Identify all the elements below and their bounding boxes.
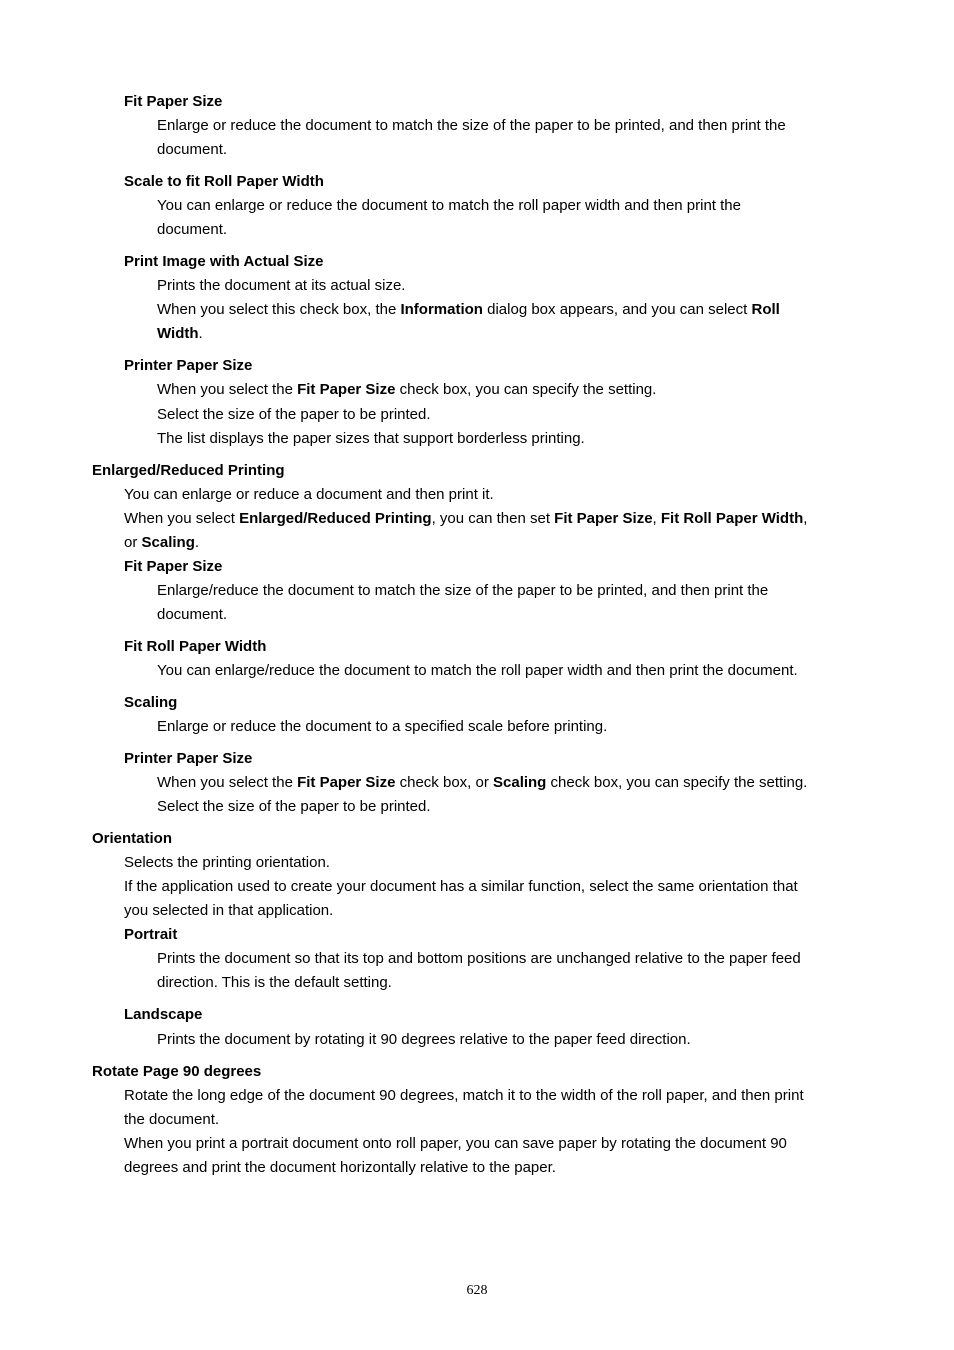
body-text: or Scaling. [124, 534, 200, 551]
body-text: The list displays the paper sizes that support borderless printing. [157, 430, 585, 447]
body-text: Select the size of the paper to be printed. [157, 798, 431, 815]
heading-landscape: Landscape [124, 1006, 203, 1023]
heading-scale-to-fit-roll-paper-width: Scale to fit Roll Paper Width [124, 173, 324, 190]
term-information: Information [400, 301, 483, 318]
term-enlarged-reduced-printing: Enlarged/Reduced Printing [239, 510, 432, 527]
body-text: document. [157, 141, 228, 158]
heading-fit-roll-paper-width: Fit Roll Paper Width [124, 638, 267, 655]
term-scaling: Scaling [493, 774, 547, 791]
body-text: document. [157, 221, 228, 238]
body-text: Selects the printing orientation. [124, 854, 330, 871]
body-text: you selected in that application. [124, 902, 334, 919]
term-scaling: Scaling [141, 534, 195, 551]
page-number: 628 [466, 1283, 488, 1298]
body-text: direction. This is the default setting. [157, 974, 392, 991]
term-fit-paper-size: Fit Paper Size [297, 774, 396, 791]
body-text: Prints the document so that its top and bottom positions are unchanged relative to the paper feed [157, 950, 801, 967]
term-roll: Roll [751, 301, 780, 318]
body-text: Prints the document by rotating it 90 degrees relative to the paper feed direction. [157, 1031, 691, 1048]
heading-orientation: Orientation [92, 830, 173, 847]
body-text: When you print a portrait document onto roll paper, you can save paper by rotating the document 90 [124, 1135, 787, 1152]
heading-portrait: Portrait [124, 926, 178, 943]
term-fit-paper-size: Fit Paper Size [554, 510, 653, 527]
term-fit-paper-size: Fit Paper Size [297, 381, 396, 398]
term-fit-roll-paper-width: Fit Roll Paper Width [660, 510, 804, 527]
heading-rotate-page-90-degrees: Rotate Page 90 degrees [92, 1063, 262, 1080]
body-text: Enlarge/reduce the document to match the size of the paper to be printed, and then print the [157, 582, 769, 599]
body-text: degrees and print the document horizontally relative to the paper. [124, 1159, 556, 1176]
heading-scaling: Scaling [124, 694, 178, 711]
body-text: Width. [157, 325, 203, 342]
body-text: Rotate the long edge of the document 90 degrees, match it to the width of the roll paper, and then print [124, 1087, 804, 1104]
heading-print-image-with-actual-size: Print Image with Actual Size [124, 253, 324, 270]
heading-printer-paper-size: Printer Paper Size [124, 357, 253, 374]
body-text: You can enlarge/reduce the document to match the roll paper width and then print the document. [157, 662, 798, 679]
heading-enlarged-reduced-printing: Enlarged/Reduced Printing [92, 462, 285, 479]
heading-fit-paper-size: Fit Paper Size [124, 558, 223, 575]
body-text: Select the size of the paper to be printed. [157, 406, 431, 423]
body-text: the document. [124, 1111, 220, 1128]
body-text: When you select Enlarged/Reduced Printing, you can then set Fit Paper Size, Fit Roll Paper Width, [124, 510, 808, 527]
body-text: You can enlarge or reduce the document to match the roll paper width and then print the [157, 197, 741, 214]
heading-fit-paper-size: Fit Paper Size [124, 93, 223, 110]
body-text: When you select the Fit Paper Size check box, or Scaling check box, you can specify the setting. [157, 774, 808, 791]
body-text: When you select the Fit Paper Size check box, you can specify the setting. [157, 381, 657, 398]
body-text: When you select this check box, the Information dialog box appears, and you can select Roll [157, 301, 780, 318]
heading-printer-paper-size: Printer Paper Size [124, 750, 253, 767]
term-width: Width [157, 325, 199, 342]
body-text: Enlarge or reduce the document to match the size of the paper to be printed, and then print the [157, 117, 786, 134]
body-text: If the application used to create your document has a similar function, select the same orientation that [124, 878, 798, 895]
body-text: Enlarge or reduce the document to a specified scale before printing. [157, 718, 608, 735]
body-text: document. [157, 606, 228, 623]
body-text: Prints the document at its actual size. [157, 277, 406, 294]
body-text: You can enlarge or reduce a document and then print it. [124, 486, 494, 503]
